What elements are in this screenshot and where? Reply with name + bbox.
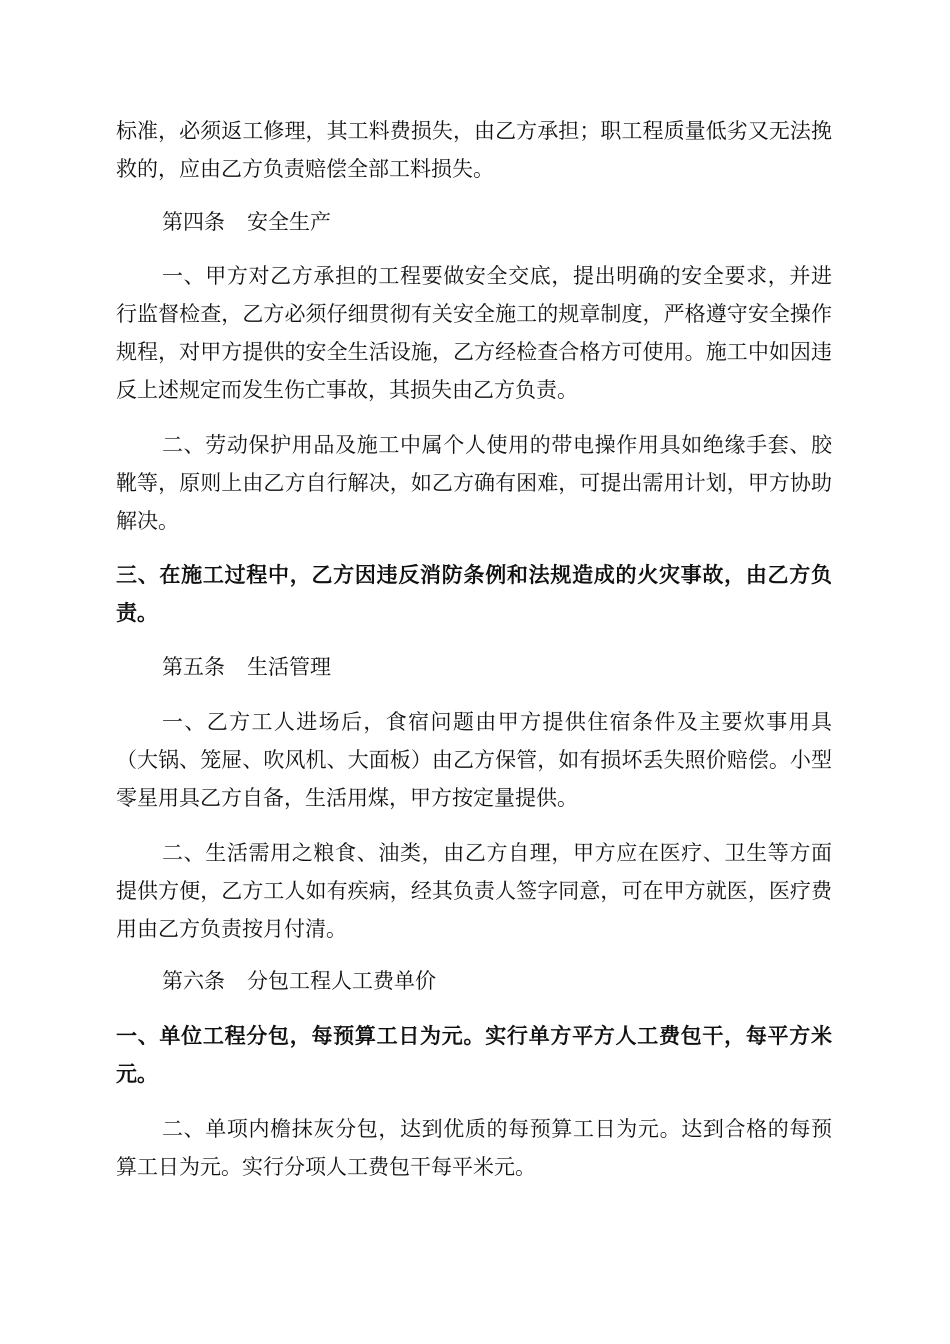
article-5-title: 生活管理 xyxy=(247,655,331,679)
paragraph-plastering-subcontract: 二、单项内檐抹灰分包，达到优质的每预算工日为元。达到合格的每预算工日为元。实行分项人工费包干每平米元。 xyxy=(116,1117,832,1179)
article-5-heading xyxy=(116,648,832,686)
paragraph-fire-liability: 三、在施工过程中，乙方因违反消防条例和法规造成的火灾事故，由乙方负责。 xyxy=(116,563,832,625)
paragraph-safety-briefing: 一、甲方对乙方承担的工程要做安全交底，提出明确的安全要求，并进行监督检查，乙方必须仔细贯彻有关安全施工的规章制度，严格遵守安全操作规程，对甲方提供的安全生活设施，乙方经检查合格方可使用。施工中如因违反上述规定而发生伤亡事故，其损失由乙方负责。 xyxy=(116,264,832,402)
paragraph-unit-project-subcontract: 一、单位工程分包，每预算工日为元。实行单方平方人工费包干，每平方米元。 xyxy=(116,1024,832,1086)
article-4-title: 安全生产 xyxy=(247,210,331,234)
paragraph-living-supplies: 二、生活需用之粮食、油类，由乙方自理，甲方应在医疗、卫生等方面提供方便，乙方工人如有疾病，经其负责人签字同意，可在甲方就医，医疗费用由乙方负责按月付清。 xyxy=(116,841,832,941)
article-6-number: 第六条 xyxy=(162,969,225,993)
article-6-heading xyxy=(116,962,832,1000)
article-6-title: 分包工程人工费单价 xyxy=(247,969,436,993)
paragraph-protective-equipment: 二、劳动保护用品及施工中属个人使用的带电操作用具如绝缘手套、胶靴等，原则上由乙方自行解决，如乙方确有困难，可提出需用计划，甲方协助解决。 xyxy=(116,433,832,533)
article-4-number: 第四条 xyxy=(162,210,225,234)
paragraph-accommodation: 一、乙方工人进场后，食宿问题由甲方提供住宿条件及主要炊事用具（大锅、笼屉、吹风机、大面板）由乙方保管，如有损坏丢失照价赔偿。小型零星用具乙方自备，生活用煤，甲方按定量提供。 xyxy=(116,710,832,810)
article-4-heading xyxy=(116,203,832,241)
paragraph-quality-liability: 标准，必须返工修理，其工料费损失，由乙方承担；职工程质量低劣又无法挽救的，应由乙方负责赔偿全部工料损失。 xyxy=(116,119,832,181)
article-5-number: 第五条 xyxy=(162,655,225,679)
